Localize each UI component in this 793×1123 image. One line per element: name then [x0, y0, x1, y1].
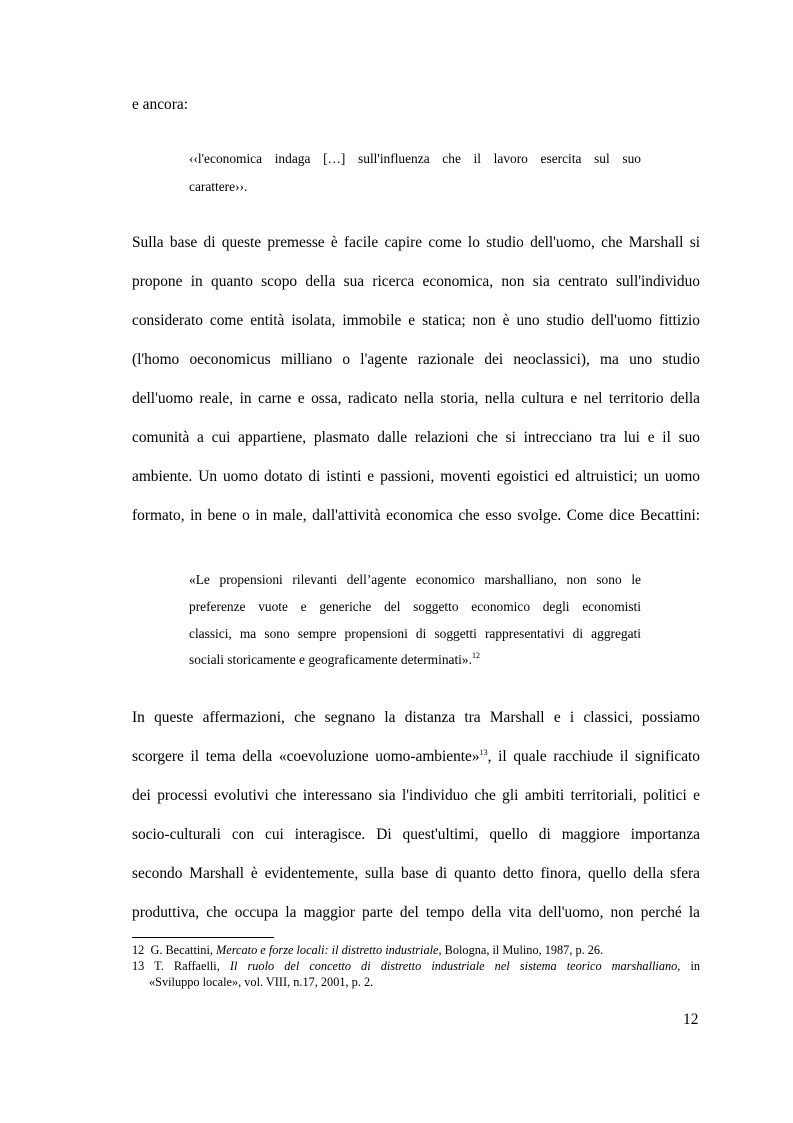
paragraph-line: Sulla base di queste premesse è facile capire come lo studio dell'uomo, che Marshall si: [132, 234, 700, 251]
footnote-12: [132, 943, 603, 958]
footnote-title: Mercato e forze locali: il distretto industriale: [216, 943, 439, 957]
paragraph-line: dell'uomo reale, in carne e ossa, radicato nella storia, nella cultura e nel territorio della: [132, 390, 700, 407]
paragraph-line: ambiente. Un uomo dotato di istinti e passioni, moventi egoistici ed altruistici; un uomo: [132, 468, 700, 485]
paragraph-line: comunità a cui appartiene, plasmato dalle relazioni che si intrecciano tra lui e il suo: [132, 429, 700, 446]
paragraph-line: produttiva, che occupa la maggior parte del tempo della vita dell'uomo, non perché la: [132, 904, 700, 921]
paragraph-line: propone in quanto scopo della sua ricerca economica, non sia centrato sull'individuo: [132, 273, 700, 290]
footnote-author: G. Becattini,: [150, 943, 213, 957]
footnote-rest: , Bologna, il Mulino, 1987, p. 26.: [438, 943, 604, 957]
paragraph-text: , il quale racchiude il significato: [487, 748, 700, 765]
footnote-author: T. Raffaelli,: [154, 959, 220, 973]
intro-text: e ancora:: [132, 96, 188, 113]
footnote-divider: [132, 937, 274, 938]
footnote-13-continuation: «Sviluppo locale», vol. VIII, n.17, 2001, p. 2.: [149, 975, 374, 989]
quote-line: classici, ma sono sempre propensioni di soggetti rappresentativi di aggregati: [189, 626, 641, 641]
quote-line: [189, 652, 480, 668]
quote-line: «Le propensioni rilevanti dell’agente economico marshalliano, non sono le: [189, 572, 641, 587]
paragraph-line: formato, in bene o in male, dall'attività economica che esso svolge. Come dice Becattini:: [132, 507, 700, 524]
paragraph-line: dei processi evolutivi che interessano sia l'individuo che gli ambiti territoriali, politici e: [132, 787, 700, 804]
paragraph-line: secondo Marshall è evidentemente, sulla base di quanto detto finora, quello della sfera: [132, 865, 700, 882]
paragraph-line: socio-culturali con cui interagisce. Di quest'ultimi, quello di maggiore importanza: [132, 826, 700, 843]
paragraph-line: (l'homo oeconomicus milliano o l'agente razionale dei neoclassici), ma uno studio: [132, 351, 700, 368]
page-number: 12: [683, 1011, 699, 1028]
footnote-number: 13: [132, 959, 145, 973]
paragraph-line: considerato come entità isolata, immobile e statica; non è uno studio dell'uomo fittizio: [132, 312, 700, 329]
footnote-rest: , in: [677, 959, 701, 973]
quote-1-line-1: ‹‹l'economica indaga […] sull'influenza che il lavoro esercita sul suo: [189, 151, 641, 166]
paragraph-line: In queste affermazioni, che segnano la distanza tra Marshall e i classici, possiamo: [132, 709, 700, 726]
quote-line: preferenze vuote e generiche del soggetto economico degli economisti: [189, 599, 641, 614]
footnote-13: [132, 959, 700, 975]
paragraph-text: scorgere il tema della «coevoluzione uomo-ambiente»: [132, 748, 480, 765]
quote-1-line-2: carattere››.: [189, 179, 248, 194]
footnote-ref-13[interactable]: 13: [479, 748, 488, 757]
paragraph-line: [132, 748, 700, 768]
footnote-ref-12[interactable]: 12: [471, 651, 480, 660]
quote-last-text: sociali storicamente e geograficamente determinati».: [189, 652, 472, 667]
footnote-title: Il ruolo del concetto di distretto industriale nel sistema teorico marshalliano: [229, 959, 678, 973]
footnote-number: 12: [132, 943, 145, 957]
